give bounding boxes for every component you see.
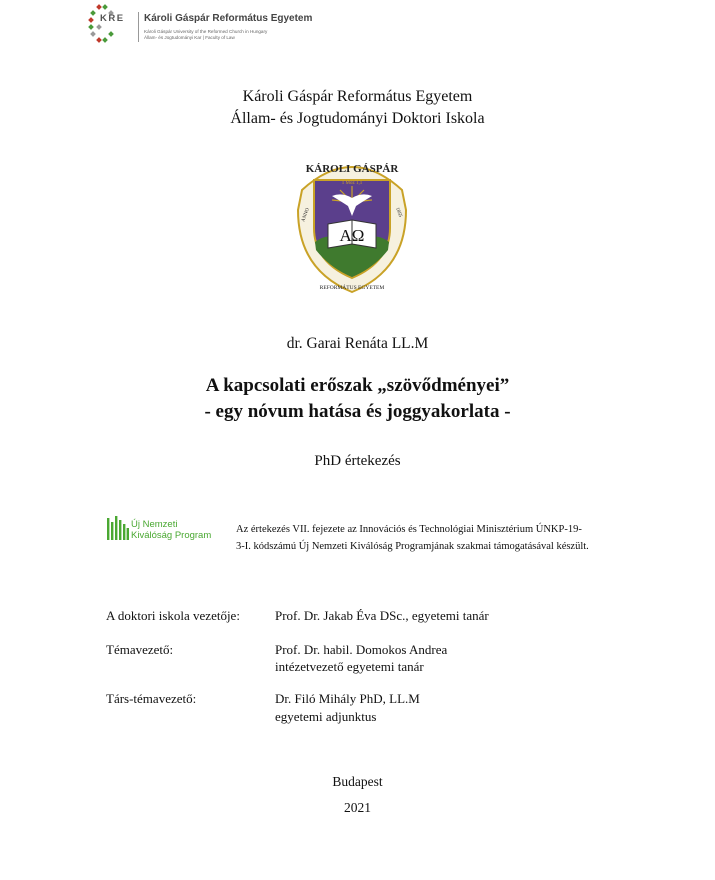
unkp-logo-line-2: Kiválóság Program xyxy=(131,530,212,541)
document-type: PhD értekezés xyxy=(314,453,401,469)
kre-subtitle-1: Károli Gáspár University of the Reformed Church in Hungary xyxy=(144,29,268,34)
kre-dot-pattern-icon xyxy=(88,4,132,44)
crest-bottom-text: REFORMÁTUS EGYETEM xyxy=(319,285,385,291)
unkp-logo-icon xyxy=(107,516,129,542)
unkp-logo xyxy=(107,516,227,546)
place: Budapest xyxy=(332,774,383,789)
kre-letters: KRE xyxy=(100,13,125,24)
role-label-school-head: A doktori iskola vezetője: xyxy=(106,608,240,623)
unkp-logo-line-1: Új Nemzeti xyxy=(131,519,178,530)
university-name: Károli Gáspár Református Egyetem xyxy=(242,88,473,105)
kre-university-name: Károli Gáspár Református Egyetem xyxy=(144,13,313,24)
kre-logo xyxy=(88,4,318,48)
role-value-co-supervisor-name: Dr. Filó Mihály PhD, LL.M xyxy=(275,691,420,706)
thesis-title-line-2: - egy nóvum hatása és joggyakorlata - xyxy=(204,401,511,422)
author-name: dr. Garai Renáta LL.M xyxy=(286,335,429,352)
university-crest-icon xyxy=(288,150,416,296)
support-note-line-2: 3-I. kódszámú Új Nemzeti Kiválóság Programjának szakmai támogatásával készült. xyxy=(236,541,589,552)
role-label-co-supervisor: Társ-témavezető: xyxy=(106,691,197,706)
crest-right-text: 1855 xyxy=(394,206,403,219)
logo-divider xyxy=(138,12,139,42)
role-label-supervisor: Témavezető: xyxy=(106,642,174,657)
crest-verse: 1 Móz 1,1 xyxy=(341,181,363,186)
crest-left-text: ANNO xyxy=(301,207,311,223)
kre-subtitle-2: Állam- és Jogtudományi Kar | Faculty of Law xyxy=(144,35,235,40)
crest-book-text: AΩ xyxy=(339,226,365,245)
year: 2021 xyxy=(344,800,371,815)
crest-top-text: KÁROLI GÁSPÁR xyxy=(305,163,399,175)
support-note-line-1: Az értekezés VII. fejezete az Innovációs és Technológiai Minisztérium ÚNKP-19- xyxy=(236,524,582,535)
thesis-title-line-1: A kapcsolati erőszak „szövődményei” xyxy=(205,375,510,396)
role-value-supervisor-name: Prof. Dr. habil. Domokos Andrea xyxy=(275,642,448,657)
role-value-co-supervisor-title: egyetemi adjunktus xyxy=(275,709,377,724)
doctoral-school-name: Állam- és Jogtudományi Doktori Iskola xyxy=(230,110,485,127)
role-value-school-head: Prof. Dr. Jakab Éva DSc., egyetemi tanár xyxy=(275,608,489,623)
role-value-supervisor-title: intézetvezető egyetemi tanár xyxy=(275,659,424,674)
